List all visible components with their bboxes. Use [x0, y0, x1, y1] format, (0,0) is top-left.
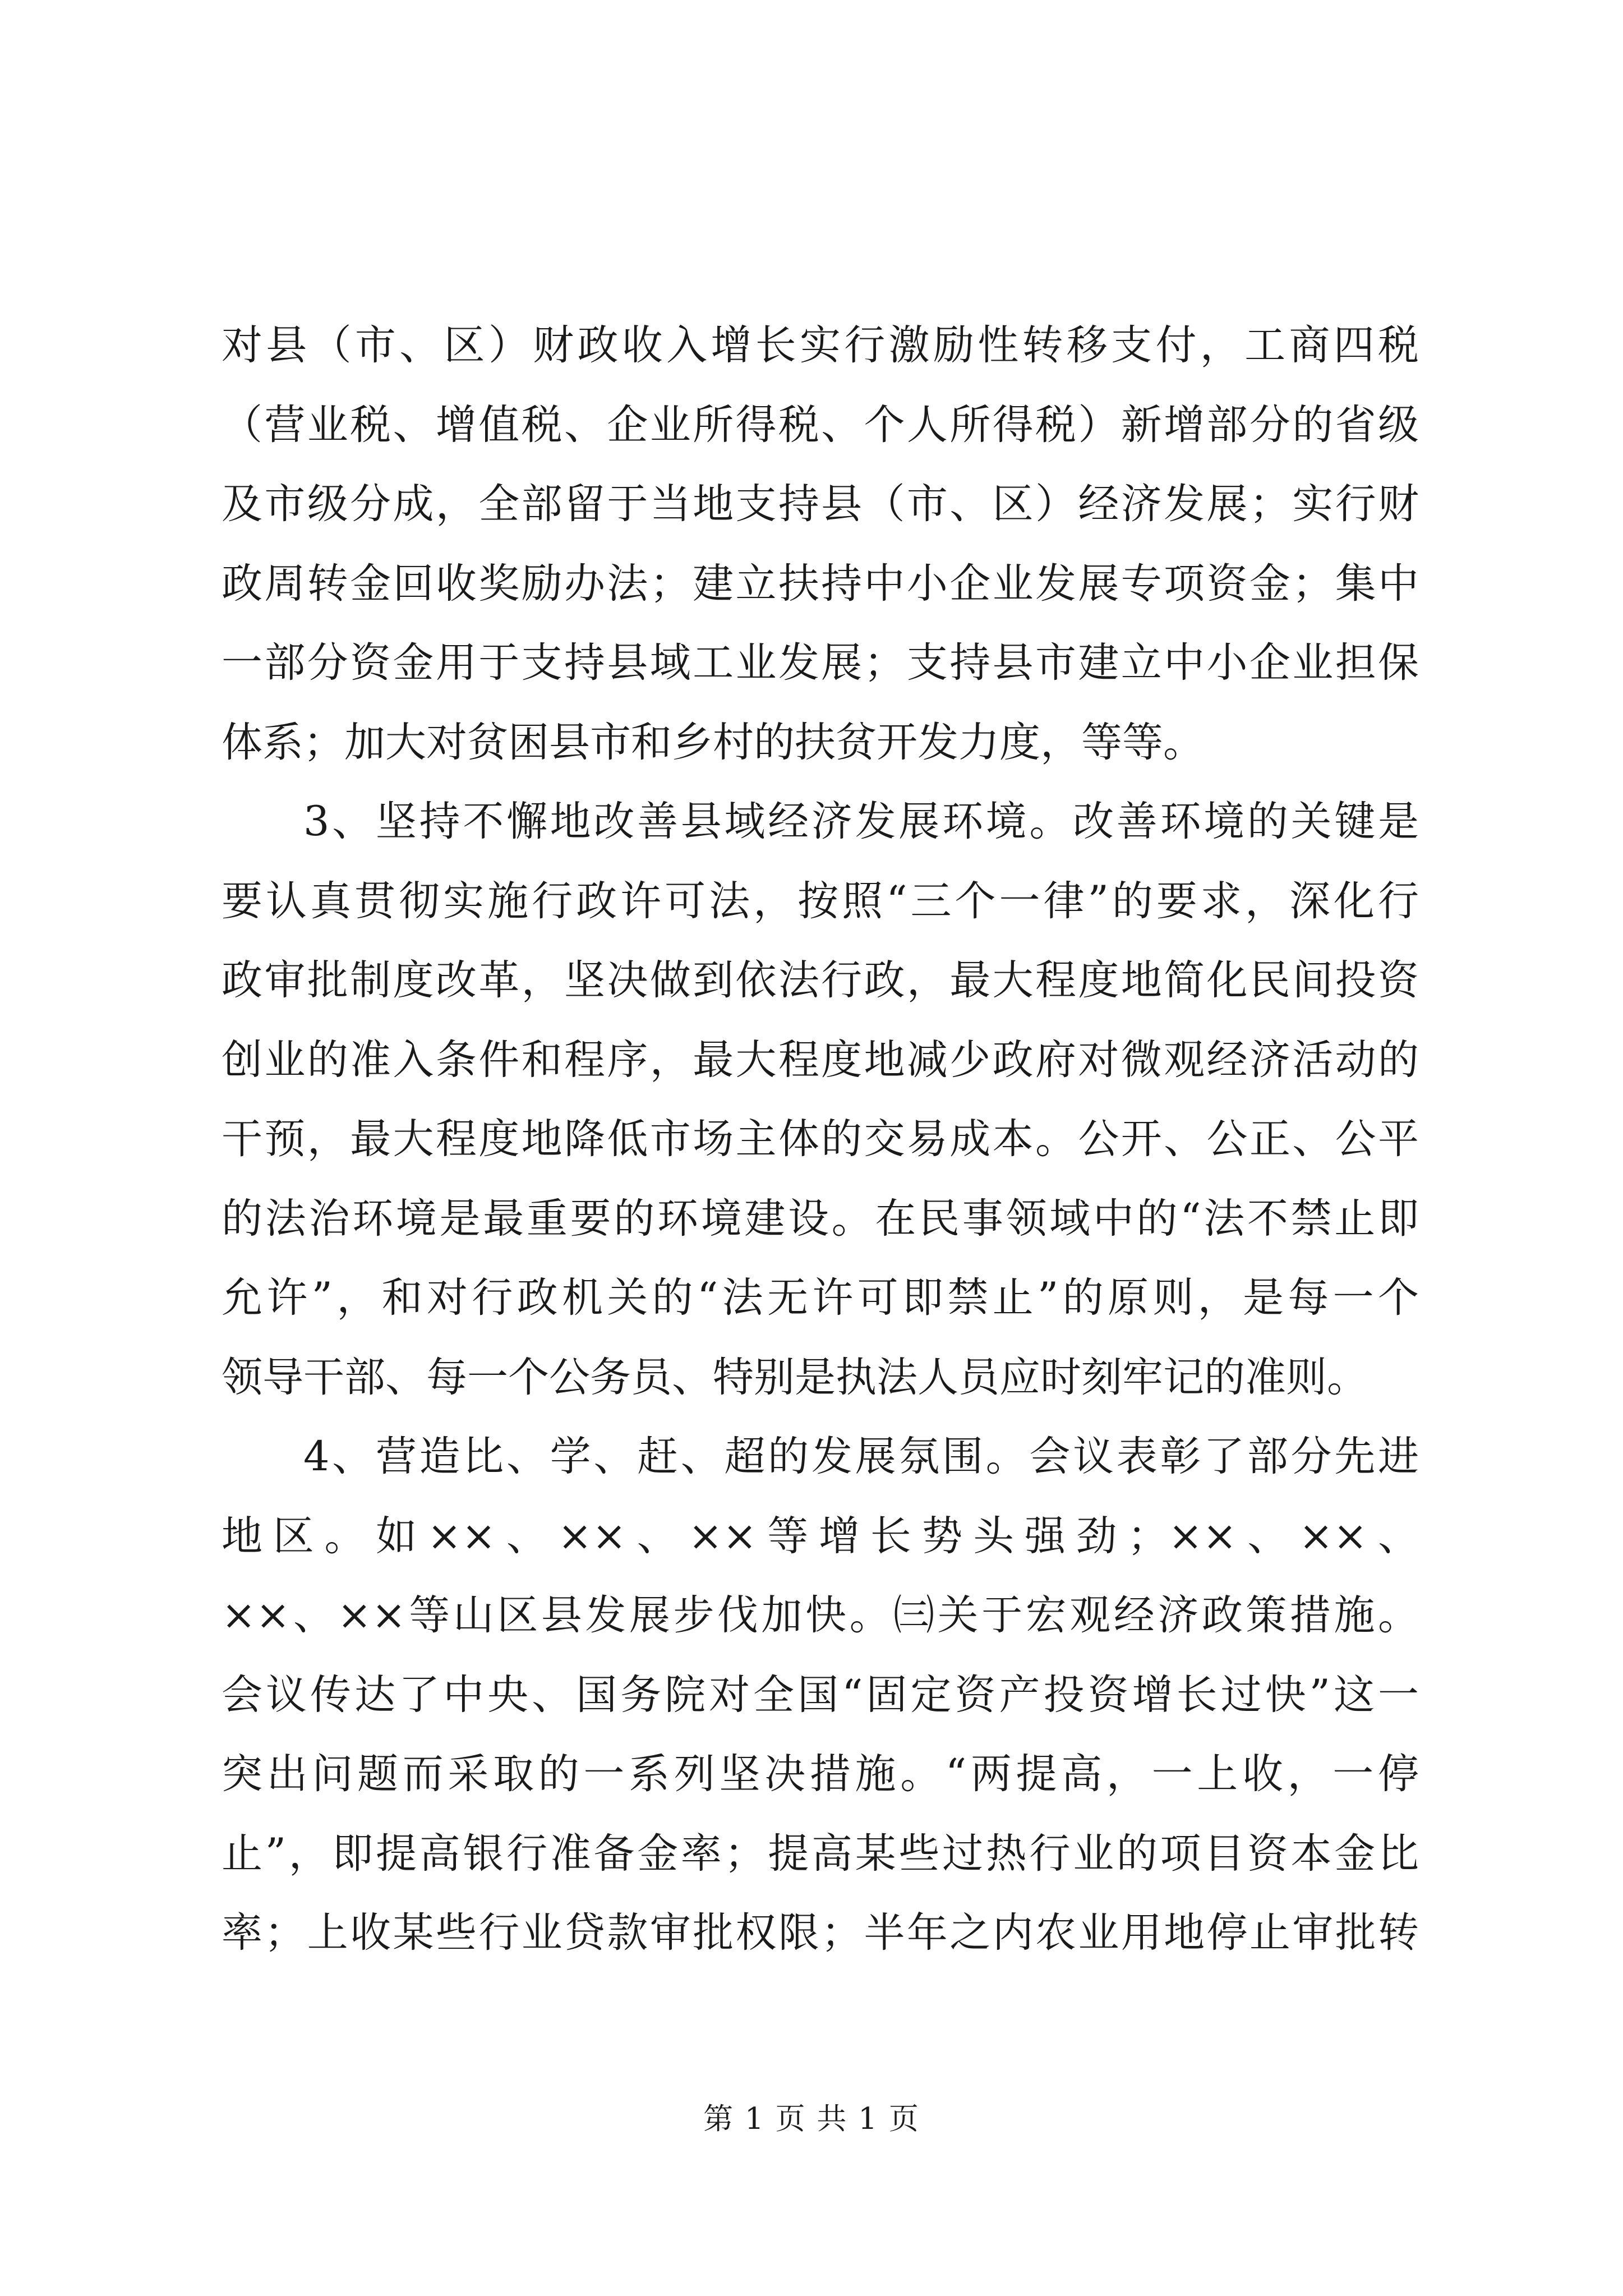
text-line: 的法治环境是最重要的环境建设。在民事领域中的“法不禁止即: [222, 1194, 1419, 1243]
text-line: （营业税、增值税、企业所得税、个人所得税）新增部分的省级: [222, 401, 1419, 449]
text-line: 一部分资金用于支持县域工业发展；支持县市建立中小企业担保: [222, 639, 1419, 687]
text-line: 地区。如××、××、××等增长势头强劲；××、××、: [222, 1512, 1419, 1560]
text-line: 率；上收某些行业贷款审批权限；半年之内农业用地停止审批转: [222, 1909, 1419, 1957]
text-line: 要认真贯彻实施行政许可法，按照“三个一律”的要求，深化行: [222, 877, 1419, 925]
text-line: 会议传达了中央、国务院对全国“固定资产投资增长过快”这一: [222, 1671, 1419, 1719]
text-line: 领导干部、每一个公务员、特别是执法人员应时刻牢记的准则。: [222, 1353, 1368, 1401]
text-line: 止”，即提高银行准备金率；提高某些过热行业的项目资本金比: [222, 1829, 1419, 1878]
page-footer: 第 1 页 共 1 页: [703, 2102, 920, 2136]
text-line: ××、××等山区县发展步伐加快。㈢关于宏观经济政策措施。: [222, 1591, 1419, 1639]
document-body: [222, 306, 1419, 1973]
text-line: 对县（市、区）财政收入增长实行激励性转移支付，工商四税: [222, 321, 1419, 369]
text-line: 体系；加大对贫困县市和乡村的扶贫开发力度，等等。: [222, 718, 1204, 766]
text-line: 政审批制度改革，坚决做到依法行政，最大程度地简化民间投资: [222, 956, 1419, 1004]
text-line: 允许”，和对行政机关的“法无许可即禁止”的原则，是每一个: [222, 1274, 1419, 1322]
paragraph-start-line: 3、坚持不懈地改善县域经济发展环境。改善环境的关键是: [303, 798, 1419, 845]
text-line: 政周转金回收奖励办法；建立扶持中小企业发展专项资金；集中: [222, 559, 1419, 608]
text-line: 突出问题而采取的一系列坚决措施。“两提高，一上收，一停: [222, 1750, 1419, 1798]
paragraph-start-line: 4、营造比、学、赶、超的发展氛围。会议表彰了部分先进: [303, 1433, 1419, 1480]
text-line: 创业的准入条件和程序，最大程度地减少政府对微观经济活动的: [222, 1036, 1419, 1084]
text-line: 及市级分成，全部留于当地支持县（市、区）经济发展；实行财: [222, 480, 1419, 528]
text-line: 干预，最大程度地降低市场主体的交易成本。公开、公正、公平: [222, 1115, 1419, 1163]
